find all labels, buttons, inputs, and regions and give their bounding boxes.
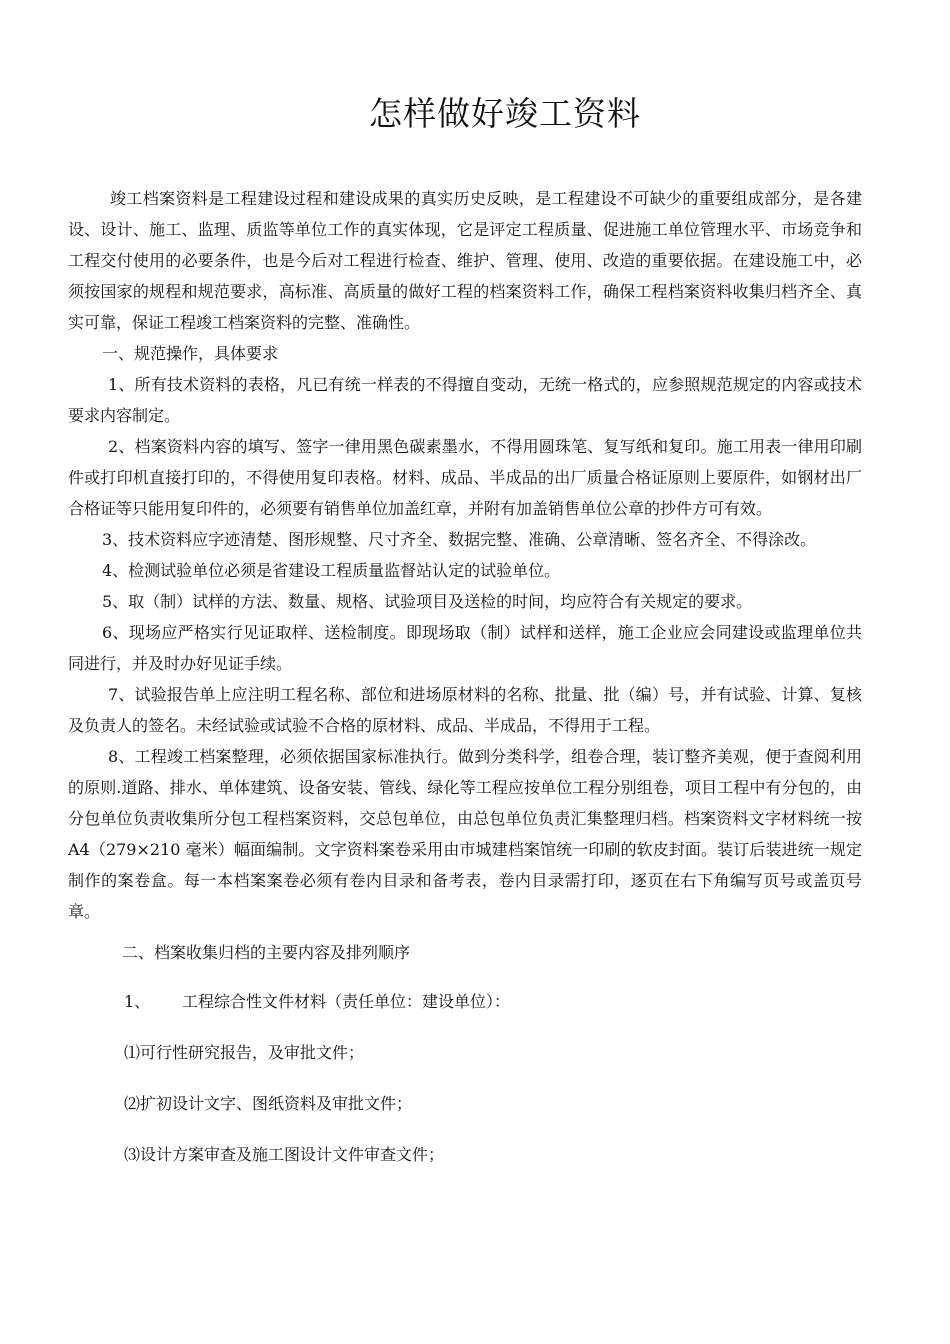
document-body bbox=[68, 183, 862, 1170]
sub-list-item-2: ⑵扩初设计文字、图纸资料及审批文件； bbox=[124, 1094, 413, 1113]
requirement-item-3: 3、技术资料应字迹清楚、图形规整、尺寸齐全、数据完整、准确、公章清晰、签名齐全、不得涂改。 bbox=[102, 530, 817, 549]
sub-list-item-3: ⑶设计方案审查及施工图设计文件审查文件； bbox=[124, 1145, 445, 1164]
document-title: 怎样做好竣工资料 bbox=[369, 94, 641, 133]
section2-heading: 二、档案收集归档的主要内容及排列顺序 bbox=[122, 943, 411, 962]
requirement-item-2: 2、档案资料内容的填写、签字一律用黑色碳素墨水，不得用圆珠笔、复写纸和复印。施工用表一律用印刷件或打印机直接打印的，不得使用复印表格。材料、成品、半成品的出厂质量合格证原则上要原件，如钢材出厂合格证等只能用复印件的，必须要有销售单位加盖红章，并附有加盖销售单位公章的抄件方可有效。 bbox=[68, 437, 862, 518]
subsection-1 bbox=[68, 986, 862, 1017]
sub-list-item-1: ⑴可行性研究报告，及审批文件； bbox=[124, 1043, 365, 1062]
requirement-item-6: 6、现场应严格实行见证取样、送检制度。即现场取（制）试样和送样，施工企业应会同建设或监理单位共同进行，并及时办好见证手续。 bbox=[68, 623, 862, 673]
subsection-number: 1、 bbox=[124, 992, 151, 1011]
intro-paragraph: 竣工档案资料是工程建设过程和建设成果的真实历史反映，是工程建设不可缺少的重要组成部分，是各建设、设计、施工、监理、质监等单位工作的真实体现，它是评定工程质量、促进施工单位管理水平、市场竞争和工程交付使用的必要条件，也是今后对工程进行检查、维护、管理、使用、改造的重要依据。在建设施工中，必须按国家的规程和规范要求，高标准、高质量的做好工程的档案资料工作，确保工程档案资料收集归档齐全、真实可靠，保证工程竣工档案资料的完整、准确性。 bbox=[68, 189, 862, 332]
requirement-item-8: 8、工程竣工档案整理，必须依据国家标准执行。做到分类科学，组卷合理，装订整齐美观，便于查阅利用的原则.道路、排水、单体建筑、设备安装、管线、绿化等工程应按单位工程分别组卷，项目工程中有分包的，由分包单位负责收集所分包工程档案资料，交总包单位，由总包单位负责汇集整理归档。档案资料文字材料统一按 A4（279×210 毫米）幅面编制。文字资料案卷采用由市城建档案馆统一印刷的软皮封面。装订后装进统一规定制作的案卷盒。每一本档案案卷必须有卷内目录和备考表，卷内目录需打印，逐页在右下角编写页号或盖页号章。 bbox=[68, 747, 862, 921]
requirement-item-4: 4、检测试验单位必须是省建设工程质量监督站认定的试验单位。 bbox=[102, 561, 561, 580]
requirement-item-7: 7、试验报告单上应注明工程名称、部位和进场原材料的名称、批量、批（编）号，并有试验、计算、复核及负责人的签名。未经试验或试验不合格的原材料、成品、半成品，不得用于工程。 bbox=[68, 685, 862, 735]
requirement-item-1: 1、所有技术资料的表格，凡已有统一样表的不得擅自变动，无统一格式的，应参照规范规定的内容或技术要求内容制定。 bbox=[68, 375, 862, 425]
section1-heading: 一、规范操作，具体要求 bbox=[102, 344, 279, 363]
requirement-item-5: 5、取（制）试样的方法、数量、规格、试验项目及送检的时间，均应符合有关规定的要求。 bbox=[102, 592, 753, 611]
subsection-text: 工程综合性文件材料（责任单位：建设单位）： bbox=[182, 992, 511, 1011]
